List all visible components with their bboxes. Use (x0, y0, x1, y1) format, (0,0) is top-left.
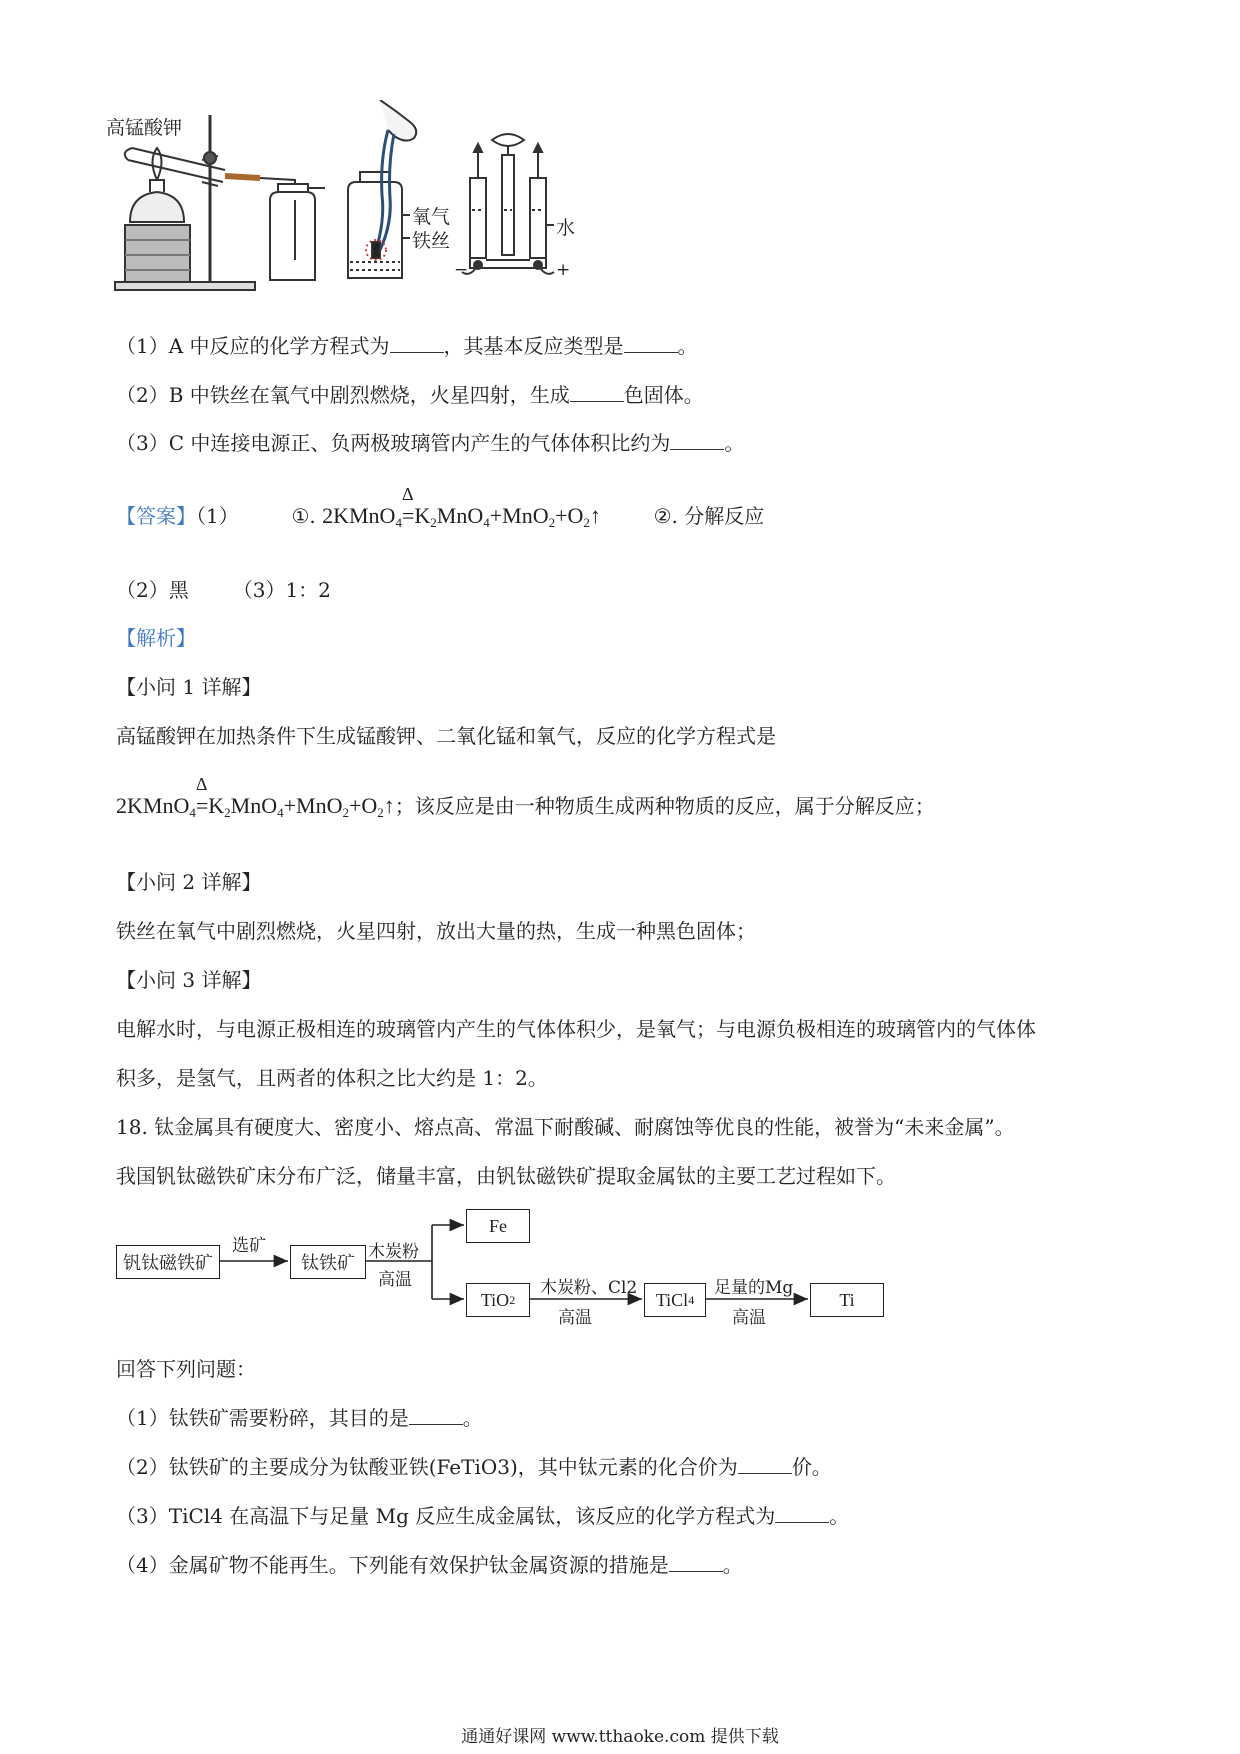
flow-box-ticl4: TiCl 4 (644, 1283, 706, 1317)
q18-sub1 (116, 1404, 483, 1432)
flow-label-charcoal: 木炭粉 (368, 1242, 419, 1262)
label-negative: − (454, 260, 469, 280)
analysis-s2-title: 【小问 2 详解】 (116, 870, 262, 894)
q18-intro-2: 我国钒钛磁铁矿床分布广泛，储量丰富，由钒钛磁铁矿提取金属钛的主要工艺过程如下。 (116, 1164, 896, 1188)
flow-label-high-temp-3: 高温 (732, 1308, 766, 1328)
label-water: 水 (556, 217, 576, 239)
q18-sub3 (116, 1502, 849, 1530)
flow-box-tio2: TiO 2 (466, 1283, 530, 1317)
q18-sub2-text: （2）钛铁矿的主要成分为钛酸亚铁(FeTiO3)，其中钛元素的化合价为 (116, 1455, 738, 1479)
q18-sub2 (116, 1453, 832, 1481)
label-potassium-permanganate: 高锰酸钾 (106, 117, 183, 139)
q17-sub2-text: （2）B 中铁丝在氧气中剧烈燃烧，火星四射，生成 (116, 383, 570, 407)
flow-box-ti: Ti (810, 1283, 884, 1317)
flow-label-beneficiation: 选矿 (232, 1236, 266, 1256)
analysis-s2-text: 铁丝在氧气中剧烈燃烧，火星四射，放出大量的热，生成一种黑色固体； (116, 919, 756, 943)
answer-blank (624, 334, 678, 353)
process-flowchart (110, 1205, 890, 1335)
analysis-s3-text-2: 积多，是氢气，且两者的体积之比大约是 1：2。 (116, 1066, 548, 1090)
q17-sub3 (116, 429, 744, 457)
answer-blank (670, 431, 724, 450)
q18-sub3-text: （3）TiCl4 在高温下与足量 Mg 反应生成金属钛，该反应的化学方程式为 (116, 1504, 776, 1528)
answer-blank (570, 383, 624, 402)
q18-sub2-end: 价。 (791, 1455, 832, 1479)
q18-sub4-text: （4）金属矿物不能再生。下列能有效保护钛金属资源的措施是 (116, 1553, 669, 1577)
answer-part1-label: （1） (196, 504, 239, 528)
flow-box-vanadium-titanomagnetite: 钒钛磁铁矿 (116, 1245, 220, 1279)
q17-sub3-end: 。 (724, 431, 745, 455)
answer-blank (738, 1455, 792, 1474)
answer-line-2 (116, 576, 331, 604)
answer-blank (409, 1406, 463, 1425)
q17-sub1-end: 。 (677, 334, 698, 358)
answer-blank (390, 334, 444, 353)
analysis-s1-title: 【小问 1 详解】 (116, 675, 262, 699)
label-oxygen: 氧气 (412, 206, 451, 228)
q17-sub3-text: （3）C 中连接电源正、负两极玻璃管内产生的气体体积比约为 (116, 431, 671, 455)
answer-part2: （2）黑 (116, 578, 189, 602)
label-positive: + (556, 260, 571, 280)
answer-item1-label: ①. (291, 504, 316, 528)
q17-sub1-mid: ，其基本反应类型是 (443, 334, 624, 358)
q18-sub4-end: 。 (722, 1553, 743, 1577)
flow-box-fe: Fe (466, 1209, 530, 1243)
flow-box-ilmenite: 钛铁矿 (290, 1245, 366, 1279)
q18-sub4 (116, 1551, 743, 1579)
answer-tag: 【答案】 (116, 504, 196, 528)
flow-label-charcoal-cl2: 木炭粉、Cl2 (540, 1278, 638, 1298)
apparatus-drawing (110, 100, 670, 310)
page-footer: 通通好课网 www.tthaoke.com 提供下载 (461, 1727, 779, 1747)
apparatus-b (348, 100, 416, 278)
flow-label-high-temp-1: 高温 (378, 1270, 412, 1290)
flow-label-high-temp-2: 高温 (558, 1308, 592, 1328)
q18-prompt: 回答下列问题： (116, 1357, 256, 1381)
q18-sub3-end: 。 (829, 1504, 850, 1528)
q17-sub1 (116, 332, 698, 360)
analysis-s1-tail: ；该反应是由一种物质生成两种物质的反应，属于分解反应； (394, 794, 935, 818)
analysis-s3-text-1: 电解水时，与电源正极相连的玻璃管内产生的气体体积少，是氧气；与电源负极相连的玻璃管内的气体体 (116, 1017, 1036, 1041)
answer-part3: （3）1：2 (232, 578, 331, 602)
analysis-s1-text: 高锰酸钾在加热条件下生成锰酸钾、二氧化锰和氧气，反应的化学方程式是 (116, 724, 776, 748)
apparatus-figure (106, 100, 670, 310)
apparatus-a (115, 115, 325, 290)
flow-label-excess-mg: 足量的Mg (714, 1278, 794, 1298)
analysis-equation: 2KMnO$_4$= Δ $K_2MnO_4+MnO_2+O_2↑$ (116, 774, 395, 820)
answer-line-1 (116, 484, 765, 537)
analysis-s1-equation-line (116, 774, 935, 827)
q17-sub2-end: 色固体。 (623, 383, 704, 407)
q17-sub2 (116, 381, 704, 409)
apparatus-c (462, 134, 554, 274)
analysis-tag: 【解析】 (116, 626, 196, 650)
analysis-s3-title: 【小问 3 详解】 (116, 968, 262, 992)
answer-blank (669, 1553, 723, 1572)
q18-sub1-end: 。 (462, 1406, 483, 1430)
label-iron-wire: 铁丝 (412, 230, 451, 252)
q18-intro-1: 18. 钛金属具有硬度大、密度小、熔点高、常温下耐酸碱、耐腐蚀等优良的性能，被誉为“未来金属”。 (116, 1115, 1015, 1139)
q18-sub1-text: （1）钛铁矿需要粉碎，其目的是 (116, 1406, 409, 1430)
answer-blank (775, 1504, 829, 1523)
q17-sub1-text: （1）A 中反应的化学方程式为 (116, 334, 390, 358)
answer-equation: 2KMnO$_4$= Δ $K_2MnO_4+MnO_2+O_2↑$ (322, 484, 601, 530)
answer-item2: ②. 分解反应 (653, 504, 765, 528)
